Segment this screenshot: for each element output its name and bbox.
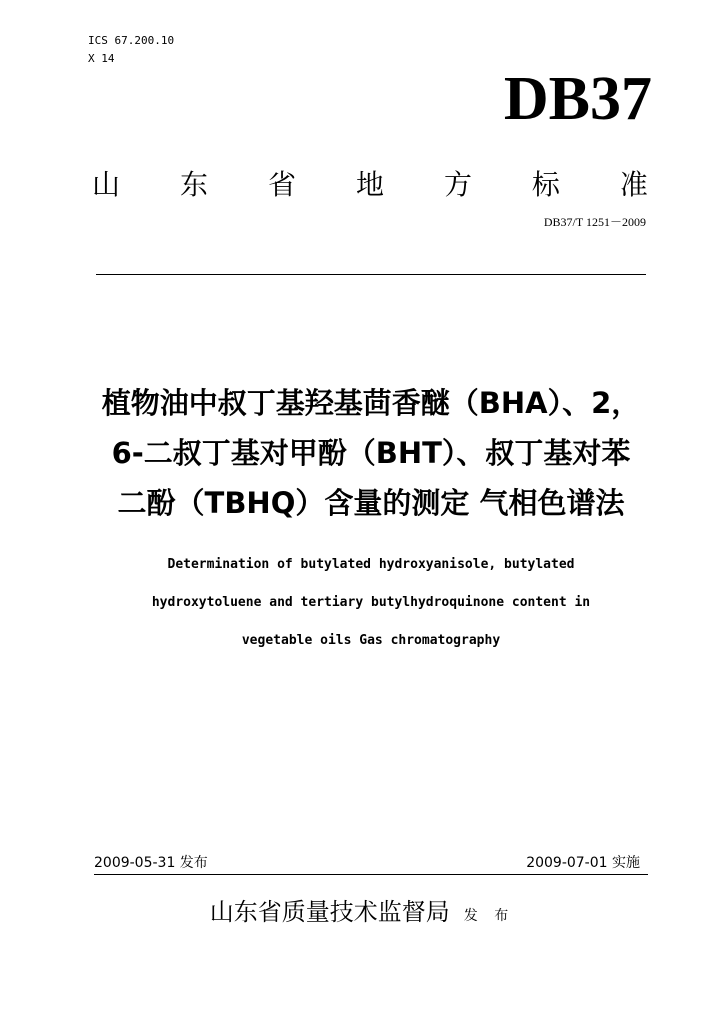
standard-number: DB37/T 1251－2009: [543, 215, 646, 229]
header-divider: [96, 274, 646, 275]
db-code: DB37: [503, 65, 652, 133]
chinese-title-line: 6-二叔丁基对甲酚（BHT）、叔丁基对苯: [111, 436, 631, 470]
chinese-title-line: 二酚（TBHQ）含量的测定 气相色谱法: [117, 486, 625, 520]
ics-code: ICS 67.200.10: [88, 34, 175, 47]
standard-type-char: 省: [267, 168, 296, 201]
issuer-action: 发 布: [463, 908, 515, 924]
chinese-title-line: 植物油中叔丁基羟基茴香醚（BHA）、2，: [101, 386, 641, 420]
implementation-date: 2009-07-01 实施: [526, 855, 640, 871]
chinese-title: [96, 378, 646, 528]
issuer: [0, 892, 724, 927]
standard-type-char: 地: [355, 168, 384, 201]
english-title-line: vegetable oils Gas chromatography: [241, 633, 501, 648]
standard-type-char: 东: [179, 168, 208, 201]
issuer-name: 山东省质量技术监督局: [209, 898, 450, 926]
standard-type-char: 准: [619, 168, 648, 201]
standard-type-char: 标: [531, 168, 560, 201]
date-row: [94, 852, 640, 872]
english-title: [96, 546, 646, 660]
standard-type: [92, 166, 648, 204]
classification-code: X 14: [88, 52, 115, 65]
standard-type-char: 山: [92, 168, 121, 201]
ics-block: [88, 32, 174, 68]
english-title-line: hydroxytoluene and tertiary butylhydroquinone content in: [151, 595, 591, 610]
issue-date: 2009-05-31 发布: [94, 855, 208, 871]
footer-divider: [94, 874, 648, 875]
english-title-line: Determination of butylated hydroxyanisole, butylated: [167, 557, 575, 572]
standard-type-char: 方: [443, 168, 472, 201]
